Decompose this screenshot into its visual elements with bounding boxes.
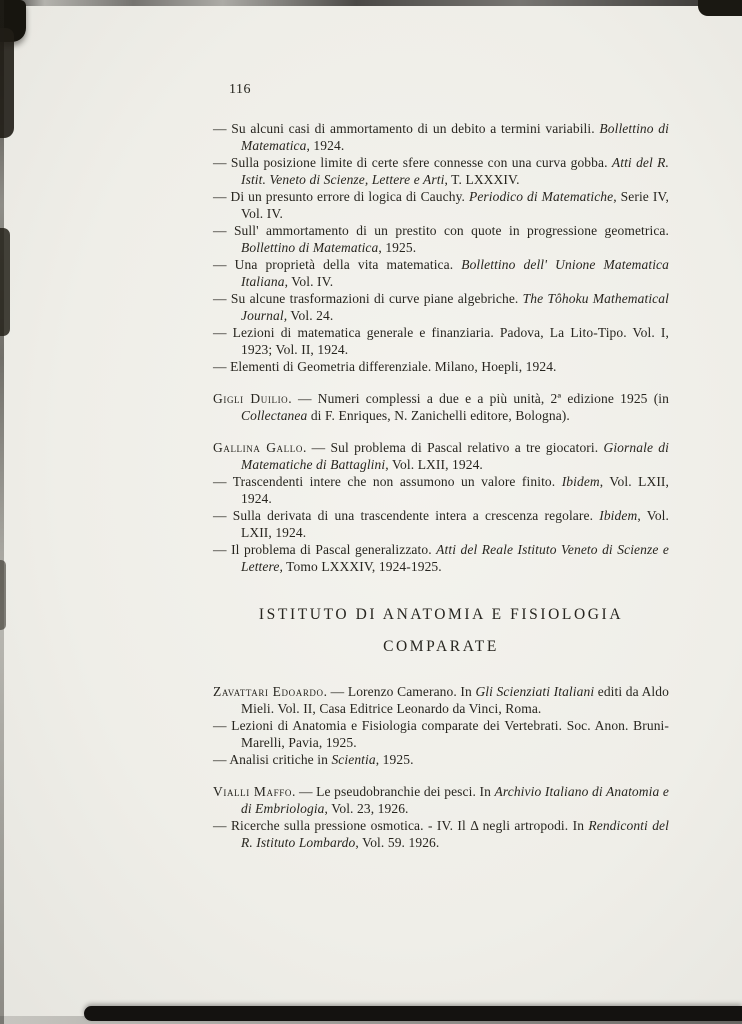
entry-text: — Ricerche sulla pressione osmotica. - IV. Il Δ negli artropodi. In xyxy=(213,818,589,833)
bibliography-entry xyxy=(213,222,669,256)
bibliography-entry xyxy=(213,256,669,290)
scan-artifact-left-edge xyxy=(0,0,4,1024)
entry-text: editi da Aldo Mieli. Vol. II, Casa Editrice Leonardo da Vinci, Roma. xyxy=(241,684,669,716)
scan-artifact-top-right-corner xyxy=(698,0,742,16)
bibliography-entry xyxy=(213,541,669,575)
entry-text: , Vol. IV. xyxy=(284,274,334,289)
bibliography-section xyxy=(213,783,669,851)
entry-text: Tomo LXXXIV, 1924-1925. xyxy=(282,559,442,574)
entry-text: Periodico di Matematiche xyxy=(468,189,614,204)
entry-text: Bollettino dell' Unione Matematica Italiana xyxy=(241,257,670,289)
scan-artifact-bottom-edge xyxy=(0,1016,742,1024)
bibliography-entry xyxy=(213,290,669,324)
entry-text: , Vol. LXII, 1924. xyxy=(241,474,670,506)
entry-text: , Vol. LXII, 1924. xyxy=(241,508,669,540)
bibliography-entry xyxy=(213,683,669,717)
scan-artifact-left-binding-mark-2 xyxy=(0,228,10,336)
entry-text: — Elementi di Geometria differenziale. Milano, Hoepli, 1924. xyxy=(213,359,557,374)
entry-text: Ibidem xyxy=(599,508,638,523)
page-number: 116 xyxy=(229,82,251,97)
entry-text: — Su alcuni casi di ammortamento di un debito a termini variabili. xyxy=(213,121,600,136)
entry-text: . — Lorenzo Camerano. In xyxy=(323,684,476,699)
scan-artifact-left-binding-mark-3 xyxy=(0,560,6,630)
entry-text: Bollettino di Matematica xyxy=(241,121,669,153)
entry-text: — Sulla posizione limite di certe sfere connesse con una curva gobba. xyxy=(213,155,612,170)
entry-text: The Tôhoku Mathematical Journal, xyxy=(241,291,669,323)
bibliography-entry xyxy=(213,751,669,768)
entry-text: Collectanea xyxy=(241,408,308,423)
entry-text: , 1924. xyxy=(306,138,345,153)
bibliography-entry xyxy=(213,507,669,541)
entry-text: . — Le pseudobranchie dei pesci. In xyxy=(291,784,495,799)
entry-text: , Vol. LXII, 1924. xyxy=(385,457,483,472)
entry-text: , Serie IV, Vol. IV. xyxy=(241,189,670,221)
entry-text: Vol. 24. xyxy=(287,308,334,323)
section-heading xyxy=(213,599,669,663)
entry-text: . — Numeri complessi a due e a più unità, 2ª edizione 1925 (in xyxy=(288,391,670,406)
bibliography-entry xyxy=(213,188,669,222)
entry-text: Giornale di Matematiche di Battaglini xyxy=(241,440,669,472)
bibliography-entry xyxy=(213,120,669,154)
entry-text: — Analisi critiche in xyxy=(213,752,332,767)
entry-text: , 1925. xyxy=(375,752,414,767)
entry-text: — Trascendenti intere che non assumono un valore finito. xyxy=(213,474,562,489)
entry-text: , 1925. xyxy=(378,240,417,255)
entry-text: Archivio Italiano di Anatomia e di Embriologia xyxy=(241,784,669,816)
entry-text: — Lezioni di Anatomia e Fisiologia comparate dei Vertebrati. Soc. Anon. Bruni-Marelli, Pavia, 1925. xyxy=(213,718,669,750)
entry-text: — Sull' ammortamento di un prestito con quote in progressione geometrica. xyxy=(213,223,669,238)
bibliography-section xyxy=(213,439,669,575)
bibliography-entry xyxy=(213,390,669,424)
entry-text: Atti del R. Istit. Veneto di Scienze, Lettere e Arti xyxy=(241,155,669,187)
entry-text: , T. LXXXIV. xyxy=(444,172,520,187)
bibliography-entry xyxy=(213,154,669,188)
entry-text: Scientia xyxy=(331,752,376,767)
bibliography-entry xyxy=(213,817,669,851)
entry-text: — Sulla derivata di una trascendente intera a crescenza regolare. xyxy=(213,508,600,523)
bibliography-section xyxy=(213,120,669,375)
scan-artifact-top-edge xyxy=(0,0,742,6)
bibliography-sections xyxy=(213,120,669,851)
entry-text: di F. Enriques, N. Zanichelli editore, Bologna). xyxy=(307,408,570,423)
scan-artifact-top-left-corner xyxy=(0,0,26,42)
bibliography-entry xyxy=(213,439,669,473)
entry-text: — Una proprietà della vita matematica. xyxy=(213,257,462,272)
author-name: Gigli Duilio xyxy=(213,391,289,406)
section-heading-line: ISTITUTO DI ANATOMIA E FISIOLOGIA xyxy=(258,606,624,623)
entry-text: , Vol. 59. 1926. xyxy=(355,835,440,850)
entry-text: . — Sul problema di Pascal relativo a tre giocatori. xyxy=(302,440,604,455)
scan-artifact-bottom-bar xyxy=(84,1006,742,1021)
entry-text: Atti del Reale Istituto Veneto di Scienze e Lettere, xyxy=(241,542,669,574)
author-name: Zavattari Edoardo xyxy=(213,684,324,699)
bibliography-entry xyxy=(213,324,669,358)
entry-text: — Il problema di Pascal generalizzato. xyxy=(213,542,437,557)
scan-artifact-left-binding-mark-1 xyxy=(0,28,14,138)
entry-text: Gli Scienziati Italiani xyxy=(475,684,595,699)
entry-text: — Di un presunto errore di logica di Cauchy. xyxy=(213,189,469,204)
entry-text: — Lezioni di matematica generale e finanziaria. Padova, La Lito-Tipo. Vol. I, 1923; Vol. II, 1924. xyxy=(213,325,669,357)
bibliography-entry xyxy=(213,717,669,751)
entry-text: , Vol. 23, 1926. xyxy=(324,801,409,816)
bibliography-entry xyxy=(213,473,669,507)
entry-text: Bollettino di Matematica xyxy=(241,240,379,255)
page-content xyxy=(213,82,669,866)
author-name: Gallina Gallo xyxy=(213,440,303,455)
entry-text: — Su alcune trasformazioni di curve piane algebriche. xyxy=(213,291,523,306)
bibliography-entry xyxy=(213,358,669,375)
entry-text: Rendiconti del R. Istituto Lombardo xyxy=(241,818,670,850)
author-name: Vialli Maffo xyxy=(213,784,292,799)
bibliography-section xyxy=(213,683,669,768)
entry-text: Ibidem xyxy=(561,474,600,489)
section-heading-line: COMPARATE xyxy=(383,638,499,655)
bibliography-section xyxy=(213,390,669,424)
bibliography-entry xyxy=(213,783,669,817)
